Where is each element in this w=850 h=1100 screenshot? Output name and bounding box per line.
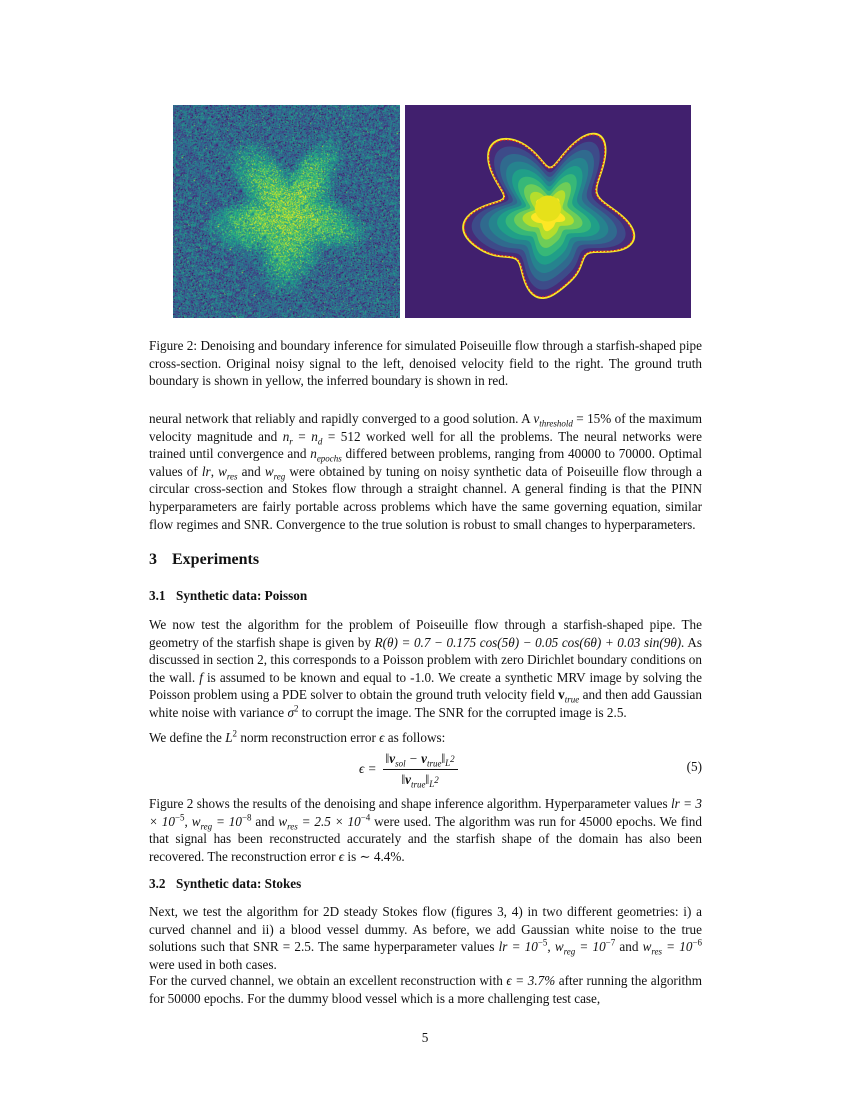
math-sup: −5 — [537, 937, 548, 948]
math-n: n — [311, 428, 318, 444]
text: is assumed to be known and equal to -1.0. We create a synthetic MRV image by solving the Poisson problem using a PDE solver to obtain the ground truth velocity field — [149, 669, 702, 703]
math-sub: L — [445, 758, 451, 769]
denoised-starfish-contour-image — [405, 105, 691, 318]
velocity-peak — [535, 196, 561, 222]
text: were used. The algorithm was run for 45000 epochs. We find that signal has been reconstructed accurately and the starfish shape of the domain has also been recovered. The reconstruction error — [149, 813, 702, 864]
math-sup: 2 — [450, 754, 455, 765]
math-sup: −6 — [692, 937, 702, 948]
subsection-number: 3.2 — [149, 876, 166, 891]
math-sup: 2 — [293, 703, 299, 714]
text: norm reconstruction error — [237, 730, 380, 745]
math-sub: true — [411, 779, 426, 790]
text: and — [615, 939, 643, 955]
math-sub: reg — [563, 946, 576, 957]
equation-denominator: $‖v_{true}‖_{L^2}$ — [401, 771, 439, 790]
math-v-bold: v — [389, 750, 396, 766]
paragraph-poisson — [149, 616, 702, 722]
equation-fraction — [383, 751, 458, 788]
text: after running the algorithm for 50000 epochs. For the dummy blood vessel which is a more challenging test case, — [149, 973, 702, 1006]
math-sub: r — [289, 436, 293, 447]
equation-body — [359, 747, 458, 791]
math-epsilon-value: ϵ = 3.7% — [506, 973, 556, 988]
text: and — [251, 813, 279, 829]
text: = 512 worked well for all the problems. The neural networks were trained until convergence and — [149, 428, 703, 462]
equation-lhs: ϵ = — [359, 761, 377, 776]
paragraph-define-error — [149, 729, 702, 747]
paragraph-results — [149, 795, 702, 865]
noisy-starfish-image — [173, 105, 400, 318]
math-v: v — [533, 411, 540, 426]
math-L: L — [225, 730, 233, 745]
noisy-signal-panel — [173, 105, 400, 318]
math-w: w — [218, 463, 227, 479]
text: Next, we test the algorithm for 2D steady Stokes flow (figures 3, 4) in two different geometries: i) a curved channel and ii) a blood vessel dummy. As before, we add Gaussian white noise to the true solutions such that SNR = 2.5. The same hyperparameter values — [149, 904, 702, 955]
text: and then add Gaussian white noise with variance — [149, 687, 702, 720]
math-sub: true — [426, 758, 442, 769]
figure-2 — [173, 105, 691, 318]
text: We now test the algorithm for the problem of Poiseuille flow through a starfish-shaped pipe. The geometry of the starfish shape is given by — [149, 617, 702, 650]
math-v-bold: v — [558, 687, 565, 703]
math-v-bold: v — [421, 750, 427, 766]
equation-number: (5) — [686, 759, 702, 774]
math-sub: true — [564, 695, 580, 706]
math-sub: sol — [395, 758, 406, 769]
math-sup: −4 — [360, 812, 371, 823]
math-value: = 10 — [662, 939, 693, 955]
math-sub: L — [429, 779, 435, 790]
math-epsilon: ϵ — [338, 848, 345, 864]
math-sup: 2 — [434, 775, 439, 786]
section-title: Experiments — [172, 551, 260, 568]
math-lr: lr = 10 — [498, 939, 538, 955]
text: Figure 2 shows the results of the denoising and shape inference algorithm. Hyperparameter values — [149, 796, 671, 811]
math-lr: lr = 3 × 10 — [149, 796, 702, 829]
text: We define the — [149, 730, 226, 745]
text: neural network that reliably and rapidly converged to a good solution. A — [149, 411, 534, 426]
math-sigma: σ — [287, 704, 294, 720]
text: and — [237, 463, 265, 479]
text: were used in both cases. — [149, 956, 277, 972]
text: = — [292, 428, 312, 444]
math-sub: reg — [273, 471, 286, 482]
subsection-heading-poisson — [149, 588, 307, 604]
text: differed between problems, ranging from 40000 to 70000. Optimal values of — [149, 446, 702, 479]
subsection-heading-stokes — [149, 876, 301, 892]
text: , — [547, 939, 555, 955]
denoised-velocity-panel — [405, 105, 691, 318]
math-sub: res — [226, 471, 238, 482]
math-epsilon: ϵ — [379, 730, 385, 745]
subsection-number: 3.1 — [149, 588, 166, 603]
math-value: = 10 — [212, 813, 242, 829]
paragraph-stokes — [149, 903, 702, 973]
page-number: 5 — [421, 1030, 429, 1045]
math-sub: res — [651, 946, 663, 957]
text: , — [184, 813, 192, 829]
section-number: 3 — [149, 551, 157, 568]
text: = 15% of the maximum velocity magnitude and — [149, 411, 702, 444]
math-n: n — [310, 446, 317, 462]
math-w: w — [554, 939, 564, 955]
math-value: = 2.5 × 10 — [297, 813, 361, 829]
math-f: f — [199, 669, 203, 685]
math-sup: 2 — [232, 728, 238, 739]
text: to corrupt the image. The SNR for the corrupted image is 2.5. — [298, 704, 627, 720]
math-value: = 10 — [575, 939, 606, 955]
math-sup: −8 — [241, 812, 252, 823]
math-w: w — [191, 813, 201, 829]
math-sub: d — [317, 436, 323, 447]
text: , — [210, 463, 219, 479]
subsection-title: Synthetic data: Poisson — [176, 588, 308, 603]
subsection-title: Synthetic data: Stokes — [176, 876, 302, 891]
text: were obtained by tuning on noisy synthetic data of Poiseuille flow through a circular cross-section and Stokes flow through a straight channel. A general finding is that the PINN hyperparameters are fairly portable across problems which have the same governing equation, similar flow regimes and SNR. Convergence to the true solution is robust to small changes to hyperparameters. — [149, 463, 702, 532]
starfish-formula: R(θ) = 0.7 − 0.175 cos(5θ) − 0.05 cos(6θ) + 0.03 sin(9θ). — [374, 634, 685, 650]
math-w: w — [264, 463, 274, 479]
math-sub: threshold — [539, 418, 573, 429]
math-sub: reg — [200, 821, 213, 832]
paragraph-hyperparameters — [149, 410, 702, 533]
text: as follows: — [384, 730, 446, 745]
math-minus: − — [405, 750, 422, 766]
math-sub: epochs — [316, 453, 342, 464]
math-n: n — [282, 428, 290, 444]
math-w: w — [642, 939, 652, 955]
paragraph-curved-channel — [149, 972, 702, 1007]
equation-5 — [149, 747, 702, 791]
math-sup: −5 — [174, 812, 185, 823]
section-heading — [149, 551, 259, 569]
text: As discussed in section 2, this corresponds to a Poisson problem with zero Dirichlet boundary conditions on the wall. — [149, 634, 702, 685]
text: For the curved channel, we obtain an excellent reconstruction with — [149, 973, 507, 988]
math-lr: lr — [201, 463, 211, 479]
text: is ∼ 4.4%. — [344, 848, 405, 864]
math-sub: res — [287, 821, 298, 832]
figure-caption: Figure 2: Denoising and boundary inference for simulated Poiseuille flow through a starfish-shaped pipe cross-section. Original noisy signal to the left, denoised velocity field to the right. The ground truth boundary is shown in yellow, the inferred boundary is shown in red. — [149, 338, 702, 389]
math-sup: −7 — [605, 937, 616, 948]
math-w: w — [278, 813, 288, 829]
math-v-bold: v — [405, 771, 412, 787]
equation-numerator: $‖v_{sol}$ − $v_{true}‖_{L^2}$ — [383, 751, 458, 770]
